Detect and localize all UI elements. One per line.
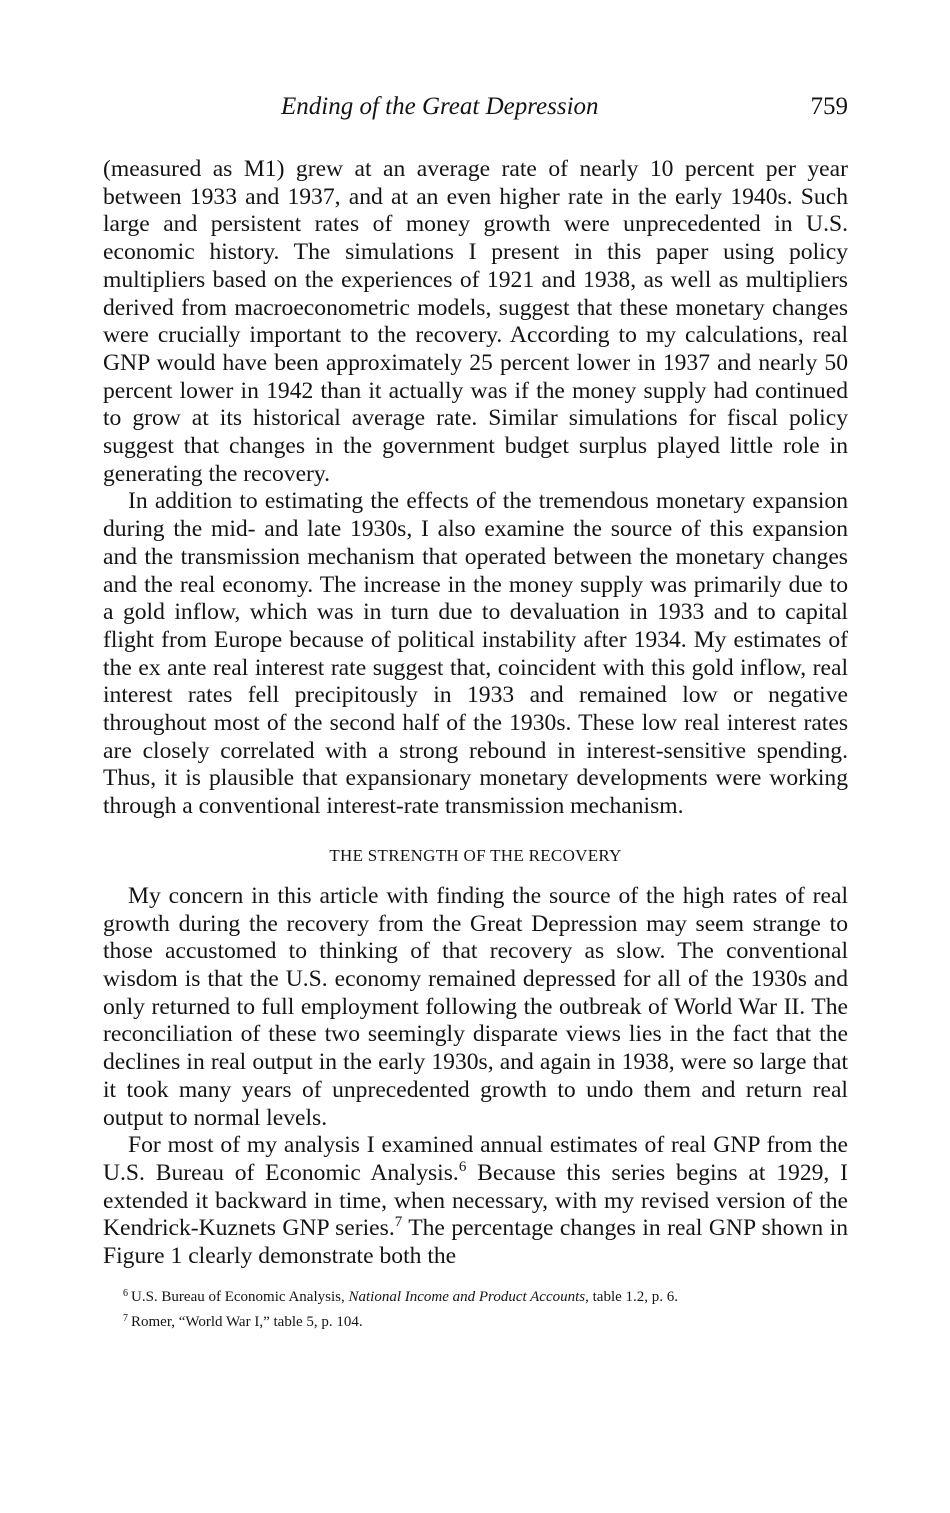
running-title: Ending of the Great Depression (281, 93, 599, 120)
section-heading: THE STRENGTH OF THE RECOVERY (329, 845, 622, 865)
footnotes (103, 1283, 848, 1333)
running-head (103, 90, 848, 130)
footnote-ref-6: 6 (458, 1158, 467, 1175)
paragraph-4-part-a: For most of my analysis I examined annual estimates of real GNP from the U.S. Bureau of Economic Analysis. (103, 1132, 848, 1186)
page (103, 90, 848, 1333)
paragraph-1: (measured as M1) grew at an average rate of nearly 10 percent per year between 1933 and 1937, and at an even higher rate in the early 1940s. Such large and persistent rates of money growth were unprecedented in U.S. economic history. The simulations I present in this paper using policy multipliers based on the experiences of 1921 and 1938, as well as multipliers derived from macroeconometric models, suggest that these monetary changes were crucially important to the recovery. According to my calculations, real GNP would have been approximately 25 percent lower in 1937 and nearly 50 percent lower in 1942 than it actually was if the money supply had continued to grow at its historical average rate. Similar simulations for fiscal policy suggest that changes in the government budget surplus played little role in generating the recovery. (103, 156, 848, 487)
footnote-6-mark: 6 (123, 1287, 128, 1299)
footnote-6 (123, 1283, 848, 1308)
footnote-6-pre: U.S. Bureau of Economic Analysis, (131, 1288, 349, 1305)
footnote-7-mark: 7 (123, 1312, 128, 1324)
page-number: 759 (810, 93, 848, 120)
paragraph-3: My concern in this article with finding the source of the high rates of real growth during the recovery from the Great Depression may seem strange to those accustomed to thinking of that recovery as slow. The conventional wisdom is that the U.S. economy remained depressed for all of the 1930s and only returned to full employment following the outbreak of World War II. The reconciliation of these two seemingly disparate views lies in the fact that the declines in real output in the early 1930s, and again in 1938, were so large that it took many years of unprecedented growth to undo them and return real output to normal levels. (103, 882, 848, 1131)
footnote-7 (123, 1308, 848, 1333)
paragraph-4-part-b: Because this series begins at 1929, I extended it backward in time, when necessary, with my revised version of the Kendrick-Kuznets GNP series. (103, 1159, 848, 1242)
paragraph-4 (103, 1132, 848, 1271)
paragraph-2: In addition to estimating the effects of the tremendous monetary expansion during the mid- and late 1930s, I also examine the source of this expansion and the transmission mechanism that operated between the monetary changes and the real economy. The increase in the money supply was primarily due to a gold inflow, which was in turn due to devaluation in 1933 and to capital flight from Europe because of political instability after 1934. My estimates of the ex ante real interest rate suggest that, coincident with this gold inflow, real interest rates fell precipitously in 1933 and remained low or negative throughout most of the second half of the 1930s. These low real interest rates are closely correlated with a strong rebound in interest-sensitive spending. Thus, it is plausible that expansionary monetary developments were working through a conventional interest-rate transmission mechanism. (103, 488, 848, 820)
footnote-6-post: , table 1.2, p. 6. (585, 1288, 679, 1305)
footnote-7-text: Romer, “World War I,” table 5, p. 104. (131, 1313, 363, 1330)
paragraph-4-part-c: The percentage changes in real GNP shown in Figure 1 clearly demonstrate both the (103, 1215, 848, 1270)
footnote-6-italic-title: National Income and Product Accounts (348, 1288, 586, 1305)
footnote-ref-7: 7 (394, 1214, 403, 1231)
body-text (103, 156, 848, 1271)
